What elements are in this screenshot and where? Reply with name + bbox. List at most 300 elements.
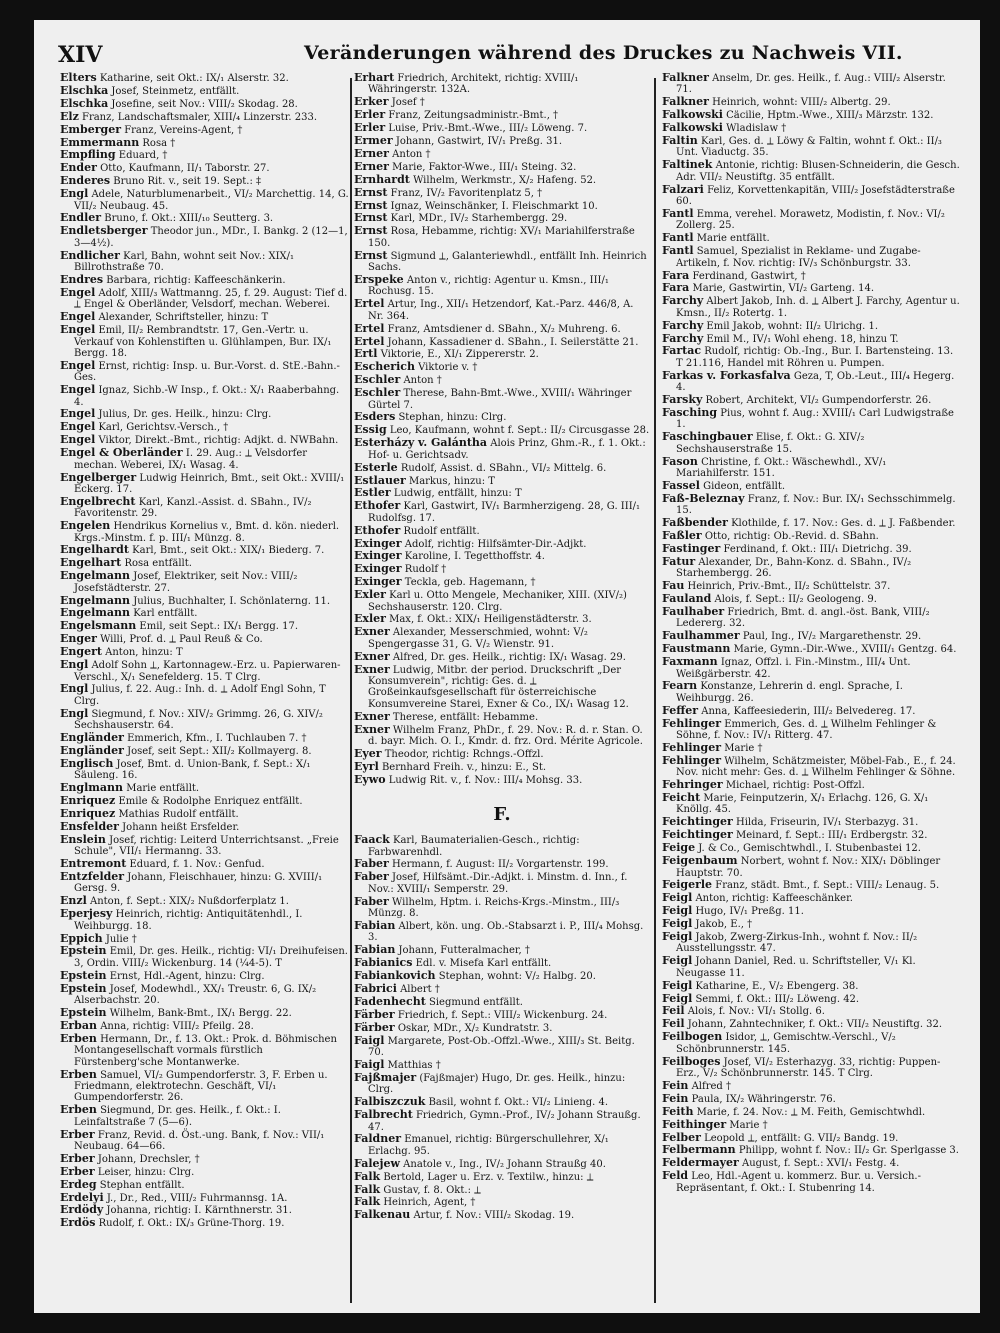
directory-entry bbox=[354, 761, 650, 773]
entry-surname: Fehringer bbox=[662, 778, 723, 792]
directory-entry bbox=[354, 858, 650, 870]
entry-surname: Engländer bbox=[60, 743, 124, 757]
entry-details: Hilda, Friseurin, IV/₁ Sterbazyg. 31. bbox=[736, 817, 919, 829]
entry-surname: Empfling bbox=[60, 148, 116, 162]
entry-surname: Engl bbox=[60, 706, 89, 720]
entry-details: Klothilde, f. 17. Nov.: Ges. d. ⟂ J. Faßbender. bbox=[731, 518, 956, 530]
section-heading: F. bbox=[493, 804, 511, 826]
entry-surname: Exinger bbox=[354, 562, 402, 576]
entry-surname: Engelmann bbox=[60, 606, 131, 620]
entry-surname: Engl bbox=[60, 658, 89, 672]
entry-surname: Enslein bbox=[60, 832, 106, 846]
entry-details: Konstanze, Lehrerin d. engl. Sprache, I. Weihburgg. 26. bbox=[676, 681, 903, 704]
entry-details: Bruno Rit. v., seit 19. Sept.: ‡ bbox=[113, 176, 262, 188]
entry-surname: Erban bbox=[60, 1018, 97, 1032]
entry-details: Karoline, I. Tegetthoffstr. 4. bbox=[404, 551, 545, 563]
directory-entry bbox=[354, 212, 650, 224]
directory-entry bbox=[60, 782, 350, 794]
entry-details: Hendrikus Kornelius v., Bmt. d. kön. niederl. Krgs.-Minstm. f. p. III/₁ Münzg. 8. bbox=[74, 521, 340, 544]
entry-surname: Erdödy bbox=[60, 1203, 104, 1217]
directory-entry bbox=[662, 109, 962, 121]
entry-details: Josef, Hilfsämt.-Dir.-Adjkt. i. Minstm. d. Inn., f. Nov.: XVIII/₁ Semperstr. 29. bbox=[368, 872, 628, 895]
directory-entry bbox=[60, 149, 350, 161]
directory-entry bbox=[60, 595, 350, 607]
directory-entry bbox=[60, 137, 350, 149]
entry-details: Samuel, Spezialist in Reklame- und Zugabe-Artikeln, f. Nov. richtig: IV/₃ Schönburgstr. 33. bbox=[676, 246, 921, 269]
entry-details: Hermann, Dr., f. 13. Okt.: Prok. d. Böhmischen Montangesellschaft vormals fürstlich Fürstenberg'sche Montanwerke. bbox=[74, 1033, 337, 1068]
directory-entry bbox=[662, 1144, 962, 1156]
directory-entry bbox=[662, 1132, 962, 1144]
entry-surname: Ertl bbox=[354, 347, 378, 361]
directory-entry bbox=[662, 643, 962, 655]
directory-entry bbox=[662, 431, 962, 455]
entry-surname: Ender bbox=[60, 161, 97, 175]
entry-details: Leo, Hdl.-Agent u. kommerz. Bur. u. Versich.-Repräsentant, f. Okt.: I. Stubenring 14. bbox=[676, 1171, 921, 1194]
entry-details: Franz, Landschaftsmaler, XIII/₄ Linzerstr. 233. bbox=[82, 111, 318, 123]
entry-details: Karl u. Otto Mengele, Mechaniker, XIII. (XIV/₂) Sechshauserstr. 120. Clrg. bbox=[368, 590, 627, 613]
directory-entry bbox=[60, 496, 350, 520]
entry-details: Christine, f. Okt.: Wäschewhdl., XV/₁ Mariahilferstr. 151. bbox=[676, 456, 887, 479]
directory-entry bbox=[354, 970, 650, 982]
directory-entry bbox=[354, 348, 650, 360]
entry-surname: Faschingbauer bbox=[662, 430, 753, 444]
entry-surname: Ethofer bbox=[354, 523, 401, 537]
directory-entry bbox=[662, 394, 962, 406]
directory-entry bbox=[354, 613, 650, 625]
entry-details: Max, f. Okt.: XIX/₁ Heiligenstädterstr. 3. bbox=[389, 614, 592, 626]
entry-surname: Engel bbox=[60, 323, 96, 337]
entry-details: Emil Jakob, wohnt: II/₂ Ulrichg. 1. bbox=[706, 320, 879, 332]
directory-entry bbox=[354, 711, 650, 723]
entry-surname: Exner bbox=[354, 662, 390, 676]
entry-surname: Farkas v. Forkasfalva bbox=[662, 368, 791, 382]
entry-surname: Engelhardt bbox=[60, 543, 129, 557]
entry-surname: Ernst bbox=[354, 185, 388, 199]
entry-surname: Faltin bbox=[662, 134, 698, 148]
directory-entry bbox=[60, 871, 350, 895]
entry-details: Gideon, entfällt. bbox=[703, 480, 786, 492]
entry-surname: Fantl bbox=[662, 231, 694, 245]
directory-entry bbox=[60, 188, 350, 212]
entry-details: Jakob, Zwerg-Zirkus-Inh., wohnt f. Nov.: II/₂ Ausstellungsstr. 47. bbox=[676, 932, 918, 955]
entry-surname: Feicht bbox=[662, 791, 701, 805]
entry-surname: Exner bbox=[354, 625, 390, 639]
directory-entry bbox=[662, 493, 962, 517]
entry-details: Friedrich, Bmt. d. angl.-öst. Bank, VIII/₂ Ledererg. 32. bbox=[676, 606, 930, 630]
entry-details: Julius, f. 22. Aug.: Inh. d. ⟂ Adolf Engl Sohn, T Clrg. bbox=[74, 684, 326, 707]
directory-entry bbox=[354, 589, 650, 613]
column-right bbox=[662, 72, 962, 1302]
entry-details: Leo, Kaufmann, wohnt f. Sept.: II/₂ Circusgasse 28. bbox=[389, 425, 650, 437]
entry-surname: Falkowski bbox=[662, 108, 723, 122]
directory-entry bbox=[60, 708, 350, 732]
directory-entry bbox=[354, 550, 650, 562]
directory-entry bbox=[60, 1104, 350, 1128]
entry-surname: Faber bbox=[354, 857, 389, 871]
directory-entry bbox=[60, 384, 350, 408]
entry-surname: Engelbrecht bbox=[60, 494, 136, 508]
entry-details: Rudolf entfällt. bbox=[403, 525, 480, 537]
entry-details: Alois Prinz, Ghm.-R., f. 1. Okt.: Hof- u. Gerichtsadv. bbox=[368, 438, 646, 461]
entry-surname: Falzari bbox=[662, 182, 704, 196]
directory-entry bbox=[354, 1196, 650, 1208]
directory-entry bbox=[662, 1056, 962, 1080]
entry-details: Franz, städt. Bmt., f. Sept.: VIII/₂ Lenaug. 5. bbox=[715, 880, 940, 892]
entry-surname: Emmermann bbox=[60, 135, 140, 149]
entry-details: Emmerich, Ges. d. ⟂ Wilhelm Fehlinger & Söhne, f. Nov.: IV/₁ Ritterg. 47. bbox=[676, 718, 937, 742]
directory-entry bbox=[662, 530, 962, 542]
entry-details: Edl. v. Misefa Karl entfällt. bbox=[415, 958, 552, 970]
column-divider bbox=[350, 78, 352, 1303]
entry-details: Semmi, f. Okt.: III/₂ Löweng. 42. bbox=[695, 993, 860, 1005]
entry-details: Emmerich, Kfm., I. Tuchlauben 7. † bbox=[127, 733, 307, 745]
entry-surname: Erber bbox=[60, 1127, 95, 1141]
entry-surname: Erdeg bbox=[60, 1177, 97, 1191]
entry-surname: Erler bbox=[354, 108, 386, 122]
entry-surname: Fehlinger bbox=[662, 740, 722, 754]
entry-details: Alfred, Dr. ges. Heilk., richtig: IX/₁ Wasag. 29. bbox=[392, 651, 626, 663]
directory-entry bbox=[354, 538, 650, 550]
entry-details: Isidor, ⟂, Gemischtw.-Verschl., V/₂ Schönbrunnerstr. 145. bbox=[676, 1032, 896, 1055]
entry-details: Rudolf, Assist. d. SBahn., VI/₂ Mittelg. 6. bbox=[400, 462, 607, 474]
entry-details: Wilhelm, Bank-Bmt., IX/₁ Bergg. 22. bbox=[109, 1007, 292, 1019]
directory-entry bbox=[60, 434, 350, 446]
entry-surname: Estler bbox=[354, 486, 391, 500]
entry-details: Bertold, Lager u. Erz. v. Textilw., hinzu: ⟂ bbox=[383, 1171, 594, 1183]
entry-surname: Erben bbox=[60, 1067, 97, 1081]
entry-surname: Enger bbox=[60, 632, 97, 646]
entry-surname: Ernst bbox=[354, 224, 388, 238]
directory-entry bbox=[60, 212, 350, 224]
entry-surname: Engl bbox=[60, 187, 89, 201]
entry-details: Karl, Kanzl.-Assist. d. SBahn., IV/₂ Favoritenstr. 29. bbox=[74, 496, 312, 520]
entry-surname: Eyer bbox=[354, 746, 382, 760]
directory-entry bbox=[662, 855, 962, 879]
entry-surname: Emberger bbox=[60, 122, 121, 136]
entry-surname: Fabian bbox=[354, 919, 396, 932]
entry-details: Anton, f. Sept.: XIX/₂ Nußdorferplatz 1. bbox=[90, 896, 289, 908]
entry-details: Johanna, richtig: I. Kärnthnerstr. 31. bbox=[106, 1205, 292, 1217]
entry-details: Eduard, f. 1. Nov.: Genfud. bbox=[129, 859, 265, 871]
entry-details: Karl, Gerichtsv.-Versch., † bbox=[98, 422, 229, 434]
entry-details: Ludwig, entfällt, hinzu: T bbox=[393, 488, 522, 500]
entry-details: Karl, Bahn, wohnt seit Nov.: XIX/₁ Billrothstraße 70. bbox=[74, 250, 295, 274]
entry-details: Heinrich, Agent, † bbox=[383, 1197, 476, 1209]
entry-details: Siegmund entfällt. bbox=[428, 996, 523, 1008]
entry-surname: Fara bbox=[662, 281, 690, 295]
entry-details: Anatole v., Ing., IV/₂ Johann Straußg 40. bbox=[403, 1158, 606, 1170]
entry-details: Alexander, Dr., Bahn-Konz. d. SBahn., IV/₂ Starhembergg. 26. bbox=[676, 556, 912, 580]
directory-entry bbox=[354, 1059, 650, 1071]
entry-surname: Faßbender bbox=[662, 516, 728, 530]
entry-details: Stephan, hinzu: Clrg. bbox=[398, 412, 507, 424]
entry-details: Pius, wohnt f. Aug.: XVIII/₁ Carl Ludwigstraße 1. bbox=[676, 407, 954, 431]
directory-entry bbox=[354, 774, 650, 786]
entry-details: Friedrich, Architekt, richtig: XVIII/₁ Währingerstr. 132A. bbox=[368, 73, 579, 96]
entry-details: Johann, Fleischhauer, hinzu: G. XVIII/₁ Gersg. 9. bbox=[74, 872, 323, 895]
entry-surname: Erhart bbox=[354, 72, 395, 84]
entry-details: Alexander, Messerschmied, wohnt: V/₂ Spengergasse 31, G. V/₂ Wienstr. 91. bbox=[368, 627, 588, 650]
directory-entry bbox=[662, 480, 962, 492]
entry-details: Ludwig Heinrich, Bmt., seit Okt.: XVIII/₁ Eckerg. 17. bbox=[74, 472, 345, 495]
entry-surname: Engel bbox=[60, 420, 96, 434]
entry-details: Robert, Architekt, VI/₂ Gumpendorferstr. 26. bbox=[705, 395, 932, 407]
entry-details: Josef, Elektriker, seit Nov.: VIII/₂ Josefstädterstr. 27. bbox=[74, 571, 298, 594]
directory-entry bbox=[60, 908, 350, 932]
entry-surname: Feldermayer bbox=[662, 1156, 739, 1170]
entry-details: Wilhelm, Schätzmeister, Möbel-Fab., E., f. 24. Nov. nicht mehr: Ges. d. ⟂ Wilhelm Fehlinger & Söhne. bbox=[676, 755, 956, 779]
directory-entry bbox=[60, 659, 350, 683]
entry-surname: Engelhart bbox=[60, 556, 122, 570]
directory-entry bbox=[354, 225, 650, 249]
directory-entry bbox=[354, 135, 650, 147]
directory-entry bbox=[662, 931, 962, 955]
entry-surname: Falkowski bbox=[662, 121, 723, 135]
entry-details: Emil M., IV/₁ Wohl eheng. 18, hinzu T. bbox=[706, 333, 899, 345]
entry-surname: Exner bbox=[354, 709, 390, 723]
entry-surname: Feigl bbox=[662, 917, 693, 931]
directory-entry bbox=[662, 370, 962, 394]
entry-surname: Ertel bbox=[354, 334, 385, 348]
directory-entry bbox=[60, 225, 350, 249]
entry-surname: Estlauer bbox=[354, 473, 406, 487]
entry-surname: Falk bbox=[354, 1182, 381, 1196]
entry-details: Josefine, seit Nov.: VIII/₂ Skodag. 28. bbox=[111, 98, 298, 110]
directory-entry bbox=[662, 955, 962, 979]
directory-entry bbox=[662, 96, 962, 108]
entry-surname: Fein bbox=[662, 1091, 689, 1105]
entry-details: Willi, Prof. d. ⟂ Paul Reuß & Co. bbox=[100, 634, 263, 646]
directory-entry bbox=[662, 1106, 962, 1118]
entry-surname: Engert bbox=[60, 645, 102, 659]
directory-entry bbox=[662, 718, 962, 742]
entry-surname: Epstein bbox=[60, 981, 107, 995]
directory-entry bbox=[662, 1080, 962, 1092]
entry-details: Viktorie, E., XI/₁ Zippererstr. 2. bbox=[380, 349, 539, 361]
page-number: XIV bbox=[58, 42, 103, 68]
entry-surname: Eperjesy bbox=[60, 907, 113, 921]
directory-entry bbox=[60, 557, 350, 569]
entry-surname: Enriquez bbox=[60, 806, 116, 820]
entry-details: Ferdinand, Gastwirt, † bbox=[692, 270, 806, 282]
entry-surname: Elz bbox=[60, 109, 79, 123]
directory-entry bbox=[60, 472, 350, 496]
entry-details: Heinrich, richtig: Antiquitätenhdl., I. Weihburgg. 18. bbox=[74, 909, 303, 932]
entry-details: Siegmund, f. Nov.: XIV/₂ Grimmg. 26, G. XIV/₂ Sechshauserstr. 64. bbox=[74, 708, 323, 732]
entry-details: Johann Daniel, Red. u. Schriftsteller, V/₁ Kl. Neugasse 11. bbox=[676, 956, 916, 979]
entry-surname: Fatur bbox=[662, 554, 696, 568]
entry-surname: Esders bbox=[354, 410, 396, 424]
entry-details: Franz, Zeitungsadministr.-Bmt., † bbox=[388, 110, 559, 122]
entry-surname: Eyrl bbox=[354, 759, 379, 773]
directory-entry bbox=[60, 646, 350, 658]
directory-entry bbox=[60, 945, 350, 969]
entry-surname: Fara bbox=[662, 268, 690, 282]
directory-entry bbox=[662, 159, 962, 183]
entry-surname: Erdelyi bbox=[60, 1190, 104, 1204]
entry-surname: Feil bbox=[662, 1017, 685, 1031]
entry-surname: Englmann bbox=[60, 781, 124, 795]
entry-surname: Exler bbox=[354, 588, 386, 602]
directory-entry bbox=[60, 360, 350, 384]
entry-details: Josef, Bmt. d. Union-Bank, f. Sept.: X/₁ Säuleng. 16. bbox=[74, 758, 311, 782]
entry-details: Samuel, VI/₂ Gumpendorferstr. 3, F. Erben u. Friedmann, elektrotechn. Geschäft, VI/₁ Gumpendorferstr. 26. bbox=[74, 1069, 328, 1104]
directory-entry bbox=[60, 1007, 350, 1019]
entry-surname: Erben bbox=[60, 1103, 97, 1117]
entry-surname: Ernst bbox=[354, 248, 388, 262]
entry-details: Viktor, Direkt.-Bmt., richtig: Adjkt. d. NWBahn. bbox=[98, 435, 339, 447]
entry-details: Josef, VI/₂ Esterhazyg. 33, richtig: Puppen-Erz., V/₂ Schönbrunnerstr. 145. T Clrg. bbox=[676, 1056, 941, 1079]
entry-details: Josef, seit Sept.: XII/₂ Kollmayerg. 8. bbox=[127, 745, 312, 757]
entry-details: Adele, Naturblumenarbeit., VI/₂ Marchettig. 14, G. VII/₂ Neubaug. 45. bbox=[74, 189, 349, 212]
directory-entry bbox=[60, 570, 350, 594]
entry-surname: Falbrecht bbox=[354, 1108, 413, 1122]
entry-surname: Exinger bbox=[354, 536, 402, 550]
entry-details: Barbara, richtig: Kaffeeschänkerin. bbox=[106, 275, 286, 286]
directory-entry bbox=[354, 957, 650, 969]
entry-details: Julius, Buchhalter, I. Schönlaterng. 11. bbox=[133, 595, 331, 607]
entry-surname: Eppich bbox=[60, 931, 103, 945]
directory-entry bbox=[354, 563, 650, 575]
entry-details: Johann, Kassadiener d. SBahn., I. Seilerstätte 21. bbox=[387, 336, 639, 348]
directory-entry bbox=[354, 525, 650, 537]
entry-surname: Ermer bbox=[354, 134, 393, 148]
entry-details: Gustav, f. 8. Okt.: ⟂ bbox=[383, 1184, 481, 1196]
entry-details: Karl, Bmt., seit Okt.: XIX/₁ Biederg. 7. bbox=[132, 545, 325, 557]
entry-surname: Feith bbox=[662, 1104, 694, 1118]
entry-details: Ignaz, Weinschänker, I. Fleischmarkt 10. bbox=[390, 200, 598, 212]
entry-surname: Fabiankovich bbox=[354, 969, 436, 983]
directory-entry bbox=[354, 72, 650, 96]
directory-entry bbox=[354, 437, 650, 461]
entry-surname: Erner bbox=[354, 159, 389, 173]
directory-entry bbox=[662, 208, 962, 232]
entry-details: Otto, Kaufmann, II/₁ Taborstr. 27. bbox=[100, 163, 270, 175]
entry-surname: Escherich bbox=[354, 360, 415, 374]
entry-surname: Erspeke bbox=[354, 273, 404, 286]
directory-entry bbox=[662, 792, 962, 816]
directory-entry bbox=[60, 421, 350, 433]
entry-details: Johann, Zahntechniker, f. Okt.: VII/₂ Neustiftg. 32. bbox=[687, 1019, 943, 1031]
entry-surname: Esterle bbox=[354, 460, 398, 474]
entry-surname: Feilbogen bbox=[662, 1030, 723, 1044]
entry-details: Therese, Bahn-Bmt.-Wwe., XVIII/₁ Währinger Gürtel 7. bbox=[368, 388, 632, 411]
directory-entry bbox=[60, 732, 350, 744]
entry-details: Paul, Ing., IV/₂ Margarethenstr. 29. bbox=[742, 631, 922, 643]
entry-surname: Engel bbox=[60, 310, 96, 324]
directory-entry bbox=[662, 135, 962, 159]
entry-details: Marie † bbox=[729, 1119, 768, 1131]
entry-surname: Fantl bbox=[662, 206, 694, 220]
directory-entry bbox=[662, 333, 962, 345]
entry-surname: Falkenau bbox=[354, 1208, 411, 1222]
directory-entry bbox=[60, 250, 350, 274]
entry-details: Cäcilie, Hptm.-Wwe., XIII/₃ Märzstr. 132. bbox=[726, 110, 934, 122]
entry-surname: Färber bbox=[354, 1007, 395, 1021]
directory-entry bbox=[354, 361, 650, 373]
entry-surname: Faß-Beleznay bbox=[662, 491, 745, 505]
directory-entry bbox=[60, 85, 350, 97]
entry-surname: Engel bbox=[60, 358, 96, 372]
entry-details: Bruno, f. Okt.: XIII/₁₀ Seutterg. 3. bbox=[104, 213, 274, 225]
entry-details: Adolf, richtig: Hilfsämter-Dir.-Adjkt. bbox=[404, 538, 587, 550]
entry-surname: Fabian bbox=[354, 943, 396, 957]
entry-details: Luise, Priv.-Bmt.-Wwe., III/₂ Löweng. 7. bbox=[388, 123, 588, 135]
directory-entry bbox=[60, 683, 350, 707]
entry-details: Franz, IV/₂ Favoritenplatz 5, † bbox=[390, 187, 543, 199]
entry-surname: Felber bbox=[662, 1130, 701, 1144]
directory-entry bbox=[662, 1093, 962, 1105]
entry-details: Anton † bbox=[403, 375, 442, 387]
directory-entry bbox=[60, 795, 350, 807]
entry-surname: Faigl bbox=[354, 1033, 385, 1047]
entry-surname: Exinger bbox=[354, 549, 402, 563]
entry-details: Artur, Ing., XII/₁ Hetzendorf, Kat.-Parz. 446/8, A. Nr. 364. bbox=[368, 299, 634, 322]
entry-details: Albert Jakob, Inh. d. ⟂ Albert J. Farchy, Agentur u. Kmsn., II/₂ Rotertg. 1. bbox=[676, 296, 960, 319]
entry-details: Alexander, Schriftsteller, hinzu: T bbox=[98, 312, 269, 324]
entry-surname: Faack bbox=[354, 833, 390, 847]
entry-details: I. 29. Aug.: ⟂ Velsdorfer mechan. Weberei, IX/₁ Wasag. 4. bbox=[74, 448, 308, 471]
entry-details: August, f. Sept.: XVI/₁ Festg. 4. bbox=[742, 1158, 900, 1170]
entry-details: Paula, IX/₂ Währingerstr. 76. bbox=[691, 1093, 836, 1105]
entry-details: Marie, f. 24. Nov.: ⟂ M. Feith, Gemischtwhdl. bbox=[696, 1106, 926, 1118]
entry-surname: Endletsberger bbox=[60, 224, 148, 238]
directory-entry bbox=[354, 1096, 650, 1108]
directory-entry bbox=[354, 996, 650, 1008]
entry-details: Marie, Gymn.-Dir.-Wwe., XVIII/₁ Gentzg. 64. bbox=[733, 644, 957, 656]
entry-surname: Elters bbox=[60, 72, 97, 84]
entry-surname: Entzfelder bbox=[60, 870, 125, 883]
directory-entry bbox=[662, 779, 962, 791]
entry-surname: Endres bbox=[60, 273, 104, 286]
entry-details: Otto, richtig: Ob.-Revid. d. SBahn. bbox=[704, 531, 879, 543]
directory-entry bbox=[662, 630, 962, 642]
directory-entry bbox=[60, 1204, 350, 1216]
entry-surname: Färber bbox=[354, 1020, 395, 1034]
entry-surname: Faltinek bbox=[662, 158, 713, 172]
directory-entry bbox=[354, 626, 650, 650]
entry-details: J. & Co., Gemischtwhdl., I. Stubenbastei 12. bbox=[698, 843, 921, 855]
directory-entry bbox=[662, 282, 962, 294]
entry-details: Wilhelm Franz, PhDr., f. 29. Nov.: R. d. r. Stan. O. d. bayr. Mich. O. I., Kmdr. d. frz. Ord. Mérite Agricole. bbox=[368, 724, 643, 748]
directory-entry bbox=[662, 993, 962, 1005]
entry-surname: Endlicher bbox=[60, 248, 120, 262]
entry-details: Katharine, E., V/₂ Ebengerg. 38. bbox=[695, 980, 859, 992]
directory-entry bbox=[662, 517, 962, 529]
entry-details: Friedrich, f. Sept.: VIII/₂ Wickenburg. 24. bbox=[397, 1009, 608, 1021]
entry-details: Meinard, f. Sept.: III/₁ Erdbergstr. 32. bbox=[736, 830, 928, 842]
entry-details: Rudolf, richtig: Ob.-Ing., Bur. I. Bartensteing. 13. T 21.116, Handel mit Röhren u. Pumpen. bbox=[676, 346, 954, 369]
directory-entry bbox=[662, 842, 962, 854]
directory-entry bbox=[662, 1005, 962, 1017]
directory-entry bbox=[662, 1157, 962, 1169]
entry-surname: Eywo bbox=[354, 772, 386, 786]
directory-entry bbox=[354, 1009, 650, 1021]
entry-details: Franz, Revid. d. Öst.-ung. Bank, f. Nov.: VII/₁ Neubaug. 64—66. bbox=[74, 1129, 325, 1152]
directory-entry bbox=[662, 543, 962, 555]
column-middle bbox=[354, 72, 650, 1302]
entry-surname: Essig bbox=[354, 423, 387, 437]
entry-surname: Epstein bbox=[60, 944, 107, 958]
entry-details: Elise, f. Okt.: G. XIV/₂ Sechshauserstraße 15. bbox=[676, 432, 865, 455]
entry-details: Emanuel, richtig: Bürgerschullehrer, X/₁ Erlachg. 95. bbox=[368, 1134, 609, 1157]
entry-details: Stephan entfällt. bbox=[99, 1179, 185, 1191]
entry-surname: Engelen bbox=[60, 519, 111, 533]
entry-surname: Faßler bbox=[662, 529, 702, 543]
entry-surname: Farchy bbox=[662, 318, 704, 332]
entry-details: Therese, entfällt: Hebamme. bbox=[392, 711, 539, 723]
entry-details: Anton † bbox=[392, 148, 431, 160]
